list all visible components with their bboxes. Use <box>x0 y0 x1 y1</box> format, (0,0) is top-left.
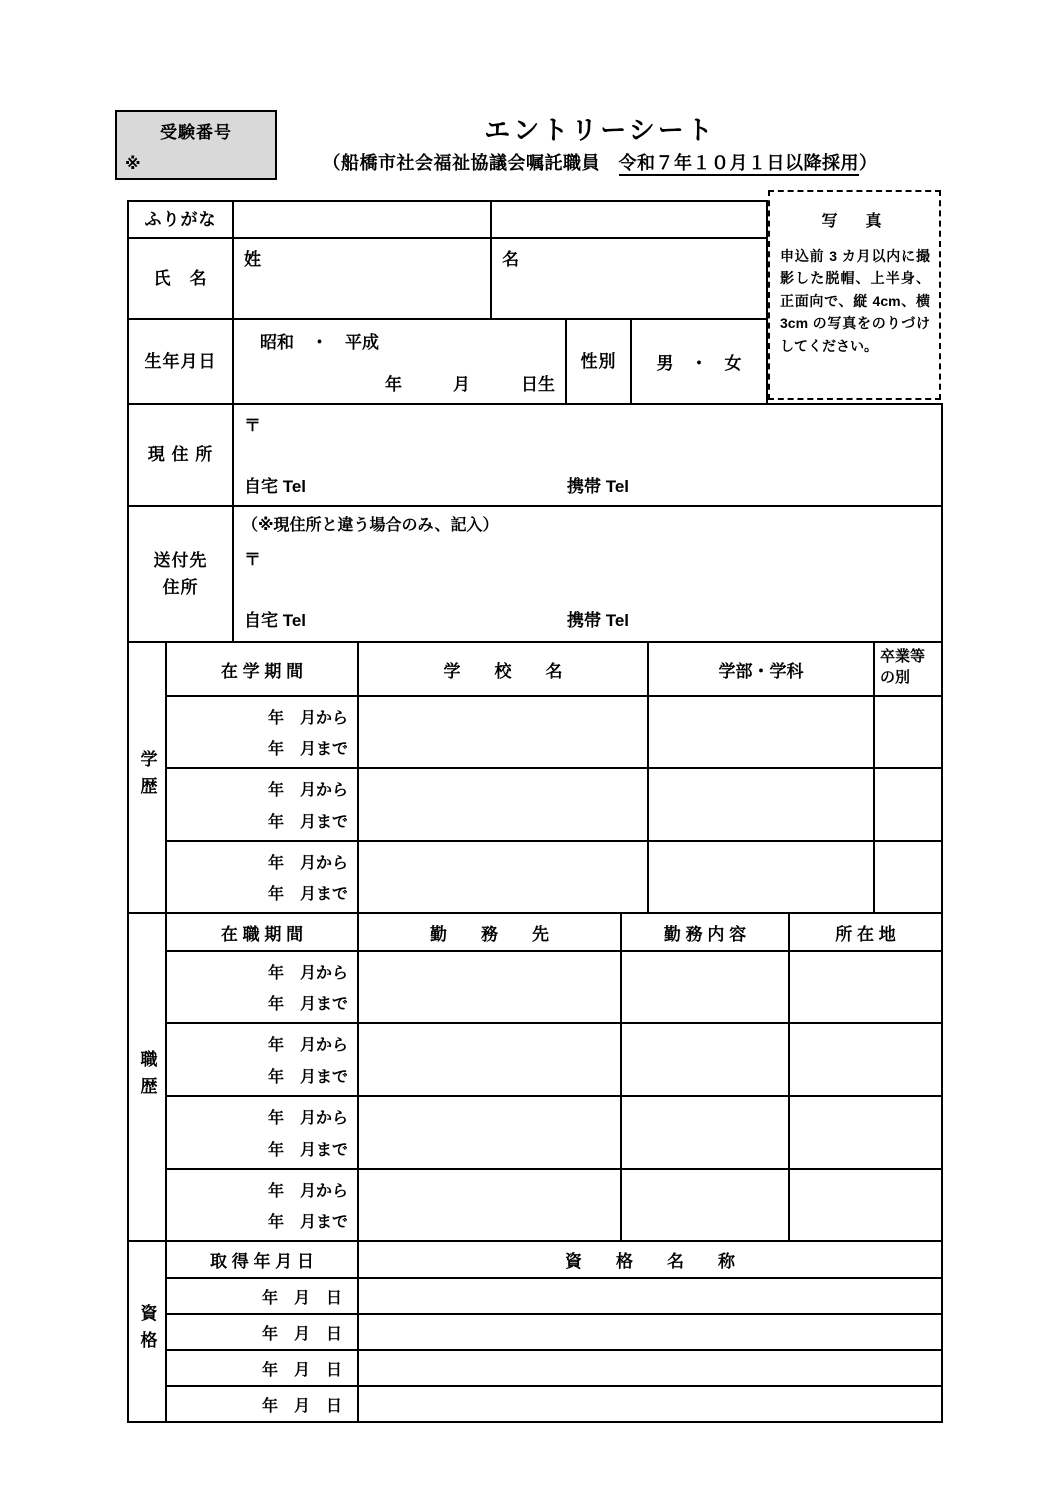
employment-row4-employer-cell[interactable] <box>357 1168 622 1242</box>
education-row1-department-cell[interactable] <box>647 695 875 769</box>
photo-instructions: 申込前 3 カ月以内に撮影した脱帽、上半身、正面向で、縦 4cm、横 3cm の写真をのりづけしてください。 <box>780 248 930 354</box>
furigana-label: ふりがな <box>127 200 234 239</box>
employment-row1-employer-cell[interactable] <box>357 950 622 1024</box>
employment-section-label: 職歴 <box>127 912 167 1242</box>
era-options[interactable]: 昭和 ・ 平成 <box>260 333 379 352</box>
education-row1-period-cell[interactable] <box>165 695 359 769</box>
furigana-last-name-cell[interactable] <box>232 200 492 239</box>
employment-row2-employer-cell[interactable] <box>357 1022 622 1097</box>
period-to-label: 年 月まで <box>267 1068 348 1086</box>
period-from-label: 年 月から <box>267 965 348 982</box>
current-address-label: 現 住 所 <box>127 403 234 507</box>
employment-row3-employer-cell[interactable] <box>357 1095 622 1170</box>
qualification-row4-date-cell[interactable]: 年 月 日 <box>165 1385 359 1423</box>
employment-row4-period-cell[interactable] <box>165 1168 359 1242</box>
employment-location-header: 所 在 地 <box>788 912 943 952</box>
employment-row2-duties-cell[interactable] <box>620 1022 790 1097</box>
postal-mark: 〒 <box>244 416 261 435</box>
employment-period-header: 在 職 期 間 <box>165 912 359 952</box>
education-row2-graduation-cell[interactable] <box>873 767 943 842</box>
mailing-address-cell[interactable] <box>232 505 943 643</box>
education-row1-graduation-cell[interactable] <box>873 695 943 769</box>
employment-row2-location-cell[interactable] <box>788 1022 943 1097</box>
mailing-address-label <box>127 505 234 643</box>
employment-row2-period-cell[interactable] <box>165 1022 359 1097</box>
period-to-label: 年 月まで <box>267 996 348 1013</box>
period-to-label: 年 月まで <box>267 1214 348 1231</box>
page-subtitle <box>290 149 910 175</box>
period-to-label: 年 月まで <box>267 886 348 903</box>
first-name-field-label: 名 <box>502 250 519 269</box>
qualification-row2-date-cell[interactable]: 年 月 日 <box>165 1313 359 1351</box>
qualifications-section-label: 資格 <box>127 1240 167 1423</box>
page-title: エントリーシート <box>484 115 716 145</box>
qualifications-name-header: 資 格 名 称 <box>357 1240 943 1279</box>
period-from-label: 年 月から <box>267 710 348 727</box>
subtitle-suffix: ） <box>859 153 878 173</box>
furigana-first-name-cell[interactable] <box>490 200 768 239</box>
employment-row4-location-cell[interactable] <box>788 1168 943 1242</box>
qualification-row1-name-cell[interactable] <box>357 1277 943 1315</box>
home-tel-label: 自宅 Tel <box>244 477 307 496</box>
mailing-address-note: （※現住所と違う場合のみ、記入） <box>242 517 499 534</box>
employment-row4-duties-cell[interactable] <box>620 1168 790 1242</box>
birthdate-cell[interactable] <box>232 318 567 405</box>
subtitle-underlined-date: 令和７年１０月１日以降採用 <box>619 153 860 176</box>
qualification-row1-date-cell[interactable]: 年 月 日 <box>165 1277 359 1315</box>
photo-upload-area[interactable] <box>768 190 941 400</box>
birthdate-placeholder: 年 月 日生 <box>385 375 555 394</box>
education-section-label: 学歴 <box>127 641 167 914</box>
employment-row3-period-cell[interactable] <box>165 1095 359 1170</box>
period-to-label: 年 月まで <box>267 1141 348 1159</box>
education-department-header: 学部・学科 <box>647 641 875 697</box>
education-row3-graduation-cell[interactable] <box>873 840 943 914</box>
employment-row3-duties-cell[interactable] <box>620 1095 790 1170</box>
mailing-home-tel-label: 自宅 Tel <box>244 611 307 630</box>
education-row3-department-cell[interactable] <box>647 840 875 914</box>
education-row2-period-cell[interactable] <box>165 767 359 842</box>
period-from-label: 年 月から <box>267 1037 348 1055</box>
photo-title: 写 真 <box>821 213 888 230</box>
graduation-header-line1: 卒業等 <box>880 648 926 665</box>
graduation-header-line2: の別 <box>880 669 911 686</box>
subtitle-prefix: （船橋市社会福祉協議会嘱託職員 <box>322 153 619 173</box>
mailing-address-label-text <box>154 547 208 601</box>
current-address-cell[interactable] <box>232 403 943 507</box>
education-school-header: 学 校 名 <box>357 641 649 697</box>
birthdate-label: 生年月日 <box>127 318 234 405</box>
education-row3-school-cell[interactable] <box>357 840 649 914</box>
education-row2-school-cell[interactable] <box>357 767 649 842</box>
period-to-label: 年 月まで <box>267 813 348 831</box>
exam-number-box <box>115 110 277 180</box>
employment-row1-period-cell[interactable] <box>165 950 359 1024</box>
first-name-cell[interactable] <box>490 237 768 320</box>
sex-label: 性別 <box>565 318 632 405</box>
qualifications-date-header: 取 得 年 月 日 <box>165 1240 359 1279</box>
mailing-label-line1: 送付先 <box>153 550 208 570</box>
mailing-mobile-tel-label: 携帯 Tel <box>567 611 630 630</box>
period-from-label: 年 月から <box>267 1183 348 1200</box>
period-from-label: 年 月から <box>267 1110 348 1128</box>
qualification-row3-name-cell[interactable] <box>357 1349 943 1387</box>
office-use-mark: ※ <box>125 156 141 173</box>
period-to-label: 年 月まで <box>267 741 348 758</box>
period-from-label: 年 月から <box>267 782 348 800</box>
name-label: 氏 名 <box>127 237 234 320</box>
sex-options-cell[interactable]: 男 ・ 女 <box>630 318 768 405</box>
education-row1-school-cell[interactable] <box>357 695 649 769</box>
education-period-header: 在 学 期 間 <box>165 641 359 697</box>
exam-number-label: 受験番号 <box>160 123 232 142</box>
education-row3-period-cell[interactable] <box>165 840 359 914</box>
last-name-field-label: 姓 <box>244 250 261 269</box>
employment-row3-location-cell[interactable] <box>788 1095 943 1170</box>
qualification-row4-name-cell[interactable] <box>357 1385 943 1423</box>
mailing-label-line2: 住所 <box>162 578 199 597</box>
education-graduation-header <box>873 641 943 697</box>
last-name-cell[interactable] <box>232 237 492 320</box>
employment-duties-header: 勤 務 内 容 <box>620 912 790 952</box>
employment-employer-header: 勤 務 先 <box>357 912 622 952</box>
period-from-label: 年 月から <box>267 855 348 872</box>
employment-row1-location-cell[interactable] <box>788 950 943 1024</box>
mailing-postal-mark: 〒 <box>244 550 261 569</box>
education-row2-department-cell[interactable] <box>647 767 875 842</box>
qualification-row2-name-cell[interactable] <box>357 1313 943 1351</box>
employment-row1-duties-cell[interactable] <box>620 950 790 1024</box>
qualification-row3-date-cell[interactable]: 年 月 日 <box>165 1349 359 1387</box>
mobile-tel-label: 携帯 Tel <box>567 477 630 496</box>
